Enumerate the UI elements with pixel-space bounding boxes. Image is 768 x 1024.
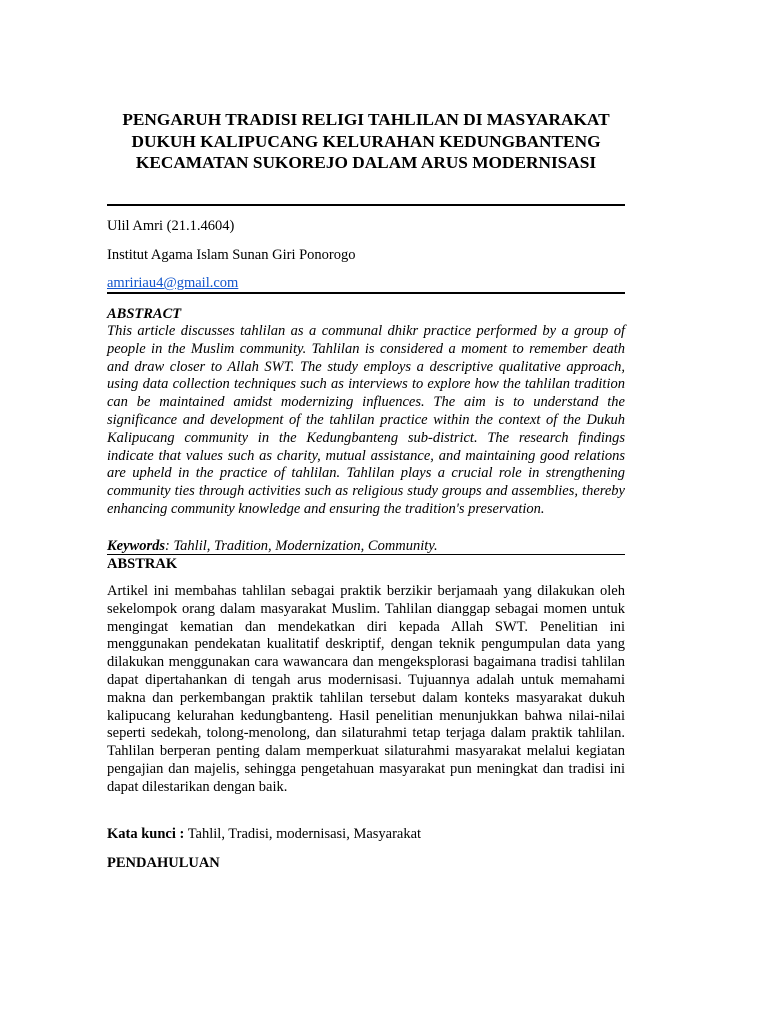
abstract-body: This article discusses tahlilan as a communal dhikr practice performed by a group of people in the Muslim community. Tahlilan is considered a moment to remember death and draw closer to Allah SWT. The study employs a descriptive qualitative approach, using data collection techniques such as interviews to explore how the tahlilan tradition can be maintained amidst modernizing influences. The aim is to understand the significance and development of the tahlilan practice within the context of the Dukuh Kalipucang community in the Kedungbanteng sub-district. The research findings indicate that values such as charity, mutual assistance, and maintaining good relations are upheld in the practice of tahlilan. Tahlilan plays a crucial role in strengthening community ties through activities such as religious study groups and assemblies, thereby enhancing community knowledge and ensuring the tradition's preservation.: [107, 323, 625, 517]
abstrak-keywords: [107, 825, 421, 843]
title-line-1: PENGARUH TRADISI RELIGI TAHLILAN DI MASYARAKAT: [122, 110, 610, 129]
keywords-label: Keywords: [107, 538, 165, 554]
abstract-divider: [107, 554, 625, 555]
author-divider: [107, 292, 625, 294]
abstract-keywords: [107, 537, 625, 555]
keywords-list: : Tahlil, Tradition, Modernization, Community.: [165, 538, 438, 554]
kata-kunci-label: Kata kunci :: [107, 826, 185, 842]
author-email-link[interactable]: amririau4@gmail.com: [107, 275, 239, 291]
abstract-heading: ABSTRACT: [107, 306, 182, 322]
title-line-3: KECAMATAN SUKOREJO DALAM ARUS MODERNISASI: [135, 153, 597, 172]
author-institution: Institut Agama Islam Sunan Giri Ponorogo: [107, 247, 356, 263]
section-heading-pendahuluan: PENDAHULUAN: [107, 855, 220, 871]
author-name: Ulil Amri (21.1.4604): [107, 218, 235, 234]
title-line-2: DUKUH KALIPUCANG KELURAHAN KEDUNGBANTENG: [131, 131, 601, 151]
paper-title: [107, 109, 625, 174]
abstrak-body: Artikel ini membahas tahlilan sebagai praktik berzikir berjamaah yang dilakukan oleh sekelompok orang dalam masyarakat Muslim. Tahlilan dianggap sebagai momen untuk mengingat kematian dan mendekatkan diri kepada Allah SWT. Penelitian ini menggunakan pendekatan kualitatif deskriptif, dengan teknik pengumpulan data yang dilakukan menggunakan cara wawancara dan mengeksplorasi bagaimana tradisi tahlilan dapat dipertahankan di tengah arus modernisasi. Tujuannya adalah untuk memahami makna dan perkembangan praktik tahlilan tersebut dalam konteks masyarakat dukuh kalipucang kelurahan kedungbanteng. Hasil penelitian menunjukkan bahwa nilai-nilai seperti sedekah, tolong-menolong, dan silaturahmi tetap terjaga dalam praktik tahlilan. Tahlilan berperan penting dalam memperkuat silaturahmi masyarakat melalui kegiatan pengajian dan majelis, sehingga pengetahuan masyarakat pun meningkat dan tradisi ini dapat dilestarikan dengan baik.: [107, 583, 625, 795]
abstrak-heading: ABSTRAK: [107, 556, 178, 572]
kata-kunci-list: Tahlil, Tradisi, modernisasi, Masyarakat: [184, 826, 422, 842]
title-divider: [107, 204, 625, 206]
